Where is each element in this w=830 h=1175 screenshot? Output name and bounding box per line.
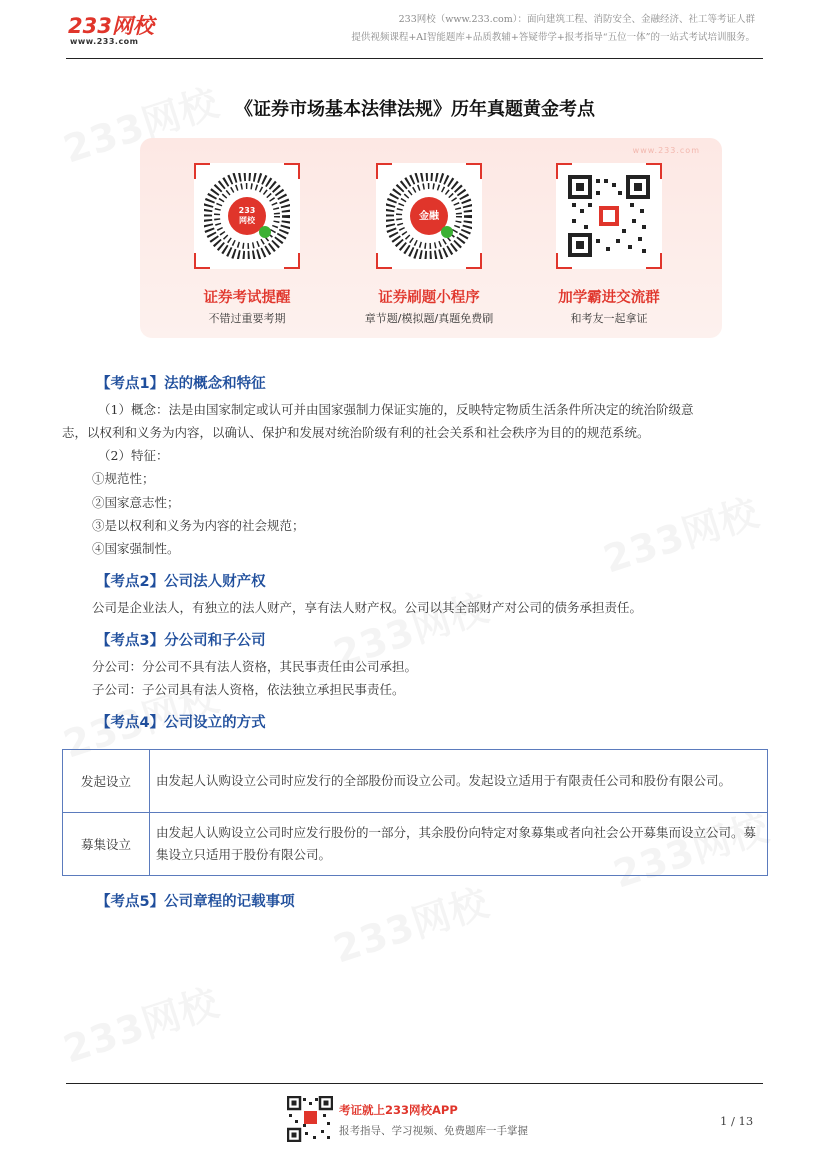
group-qr-icon [566, 173, 652, 259]
section-title-3: 【考点3】分公司和子公司 [96, 633, 266, 649]
s2-paragraph: 公司是企业法人，有独立的法人财产，享有法人财产权。公司以其全部财产对公司的债务承担责任。 [92, 600, 643, 615]
page-number: 1 / 13 [720, 1114, 754, 1128]
section-title-5: 【考点5】公司章程的记载事项 [96, 894, 295, 910]
s1-item-2: ②国家意志性； [92, 495, 180, 510]
qr-card-study-group[interactable] [556, 163, 662, 269]
card-title-study-group: 加学霸进交流群 [558, 290, 660, 306]
s1-item-4: ④国家强制性。 [92, 541, 180, 556]
miniprogram-qr-icon [204, 173, 290, 259]
s1-item-1: ①规范性； [92, 471, 155, 486]
svg-text:233: 233 [238, 206, 256, 215]
section-title-2: 【考点2】公司法人财产权 [96, 574, 266, 590]
establishment-table [62, 749, 768, 876]
app-qr-icon[interactable] [287, 1096, 333, 1142]
card-sub-practice-miniprogram: 章节题/模拟题/真题免费刷 [364, 312, 494, 325]
logo-url: www.233.com [70, 37, 139, 46]
table-cell-key: 发起设立 [63, 750, 150, 813]
table-cell-value: 由发起人认购设立公司时应发行股份的一部分，其余股份向特定对象募集或者向社会公开募集而设立公司。募集设立只适用于股份有限公司。 [150, 813, 768, 876]
watermark [325, 872, 494, 974]
section-title-1: 【考点1】法的概念和特征 [96, 376, 266, 392]
watermark [55, 972, 224, 1074]
card-title-practice-miniprogram: 证券刷题小程序 [378, 290, 480, 306]
s1-item-3: ③是以权利和义务为内容的社会规范； [92, 518, 305, 533]
qr-card-exam-reminder[interactable] [194, 163, 300, 269]
header-info [300, 11, 755, 47]
section-title-4: 【考点4】公司设立的方式 [96, 715, 266, 731]
banner-site-text: www.233.com [632, 146, 700, 155]
header-logo[interactable] [68, 10, 154, 46]
s3-paragraph-1: 分公司：分公司不具有法人资格，其民事责任由公司承担。 [92, 659, 418, 674]
header-line-1: 233网校（www.233.com）：面向建筑工程、消防安全、金融经济、社工等考证人群 [398, 14, 755, 25]
svg-text:金融: 金融 [419, 211, 439, 222]
miniprogram-qr-icon [386, 173, 472, 259]
s1-paragraph-1a: （1）概念：法是由国家制定或认可并由国家强制力保证实施的，反映特定物质生活条件所决定的统治阶级意 [98, 402, 694, 417]
card-sub-exam-reminder: 不错过重要考期 [208, 312, 286, 325]
table-cell-key: 募集设立 [63, 813, 150, 876]
s1-paragraph-1b: 志，以权利和义务为内容，以确认、保护和发展对统治阶级有利的社会关系和社会秩序为目的的规范系统。 [62, 425, 650, 440]
svg-text:网校: 网校 [239, 216, 255, 225]
table-row [63, 750, 768, 813]
s1-paragraph-2: （2）特征： [98, 448, 169, 463]
table-cell-value: 由发起人认购设立公司时应发行的全部股份而设立公司。发起设立适用于有限责任公司和股份有限公司。 [150, 750, 768, 813]
table-row [63, 813, 768, 876]
header-divider [66, 58, 763, 59]
footer-divider [66, 1083, 763, 1084]
watermark [595, 482, 764, 584]
s3-paragraph-2: 子公司：子公司具有法人资格，依法独立承担民事责任。 [92, 682, 405, 697]
card-sub-study-group: 和考友一起拿证 [570, 312, 648, 325]
page-title: 《证券市场基本法律法规》历年真题黄金考点 [235, 99, 595, 120]
header-line-2: 提供视频课程+AI智能题库+品质教辅+答疑带学+报考指导“五位一体”的一站式考试培训服务。 [351, 32, 755, 43]
qr-card-practice-miniprogram[interactable] [376, 163, 482, 269]
footer-app-title: 考证就上233网校APP [339, 1103, 458, 1117]
promo-banner [140, 138, 722, 338]
logo-text: 233网校 [68, 14, 154, 38]
card-title-exam-reminder: 证券考试提醒 [203, 290, 291, 306]
footer-app-subtitle: 报考指导、学习视频、免费题库一手掌握 [339, 1125, 528, 1137]
